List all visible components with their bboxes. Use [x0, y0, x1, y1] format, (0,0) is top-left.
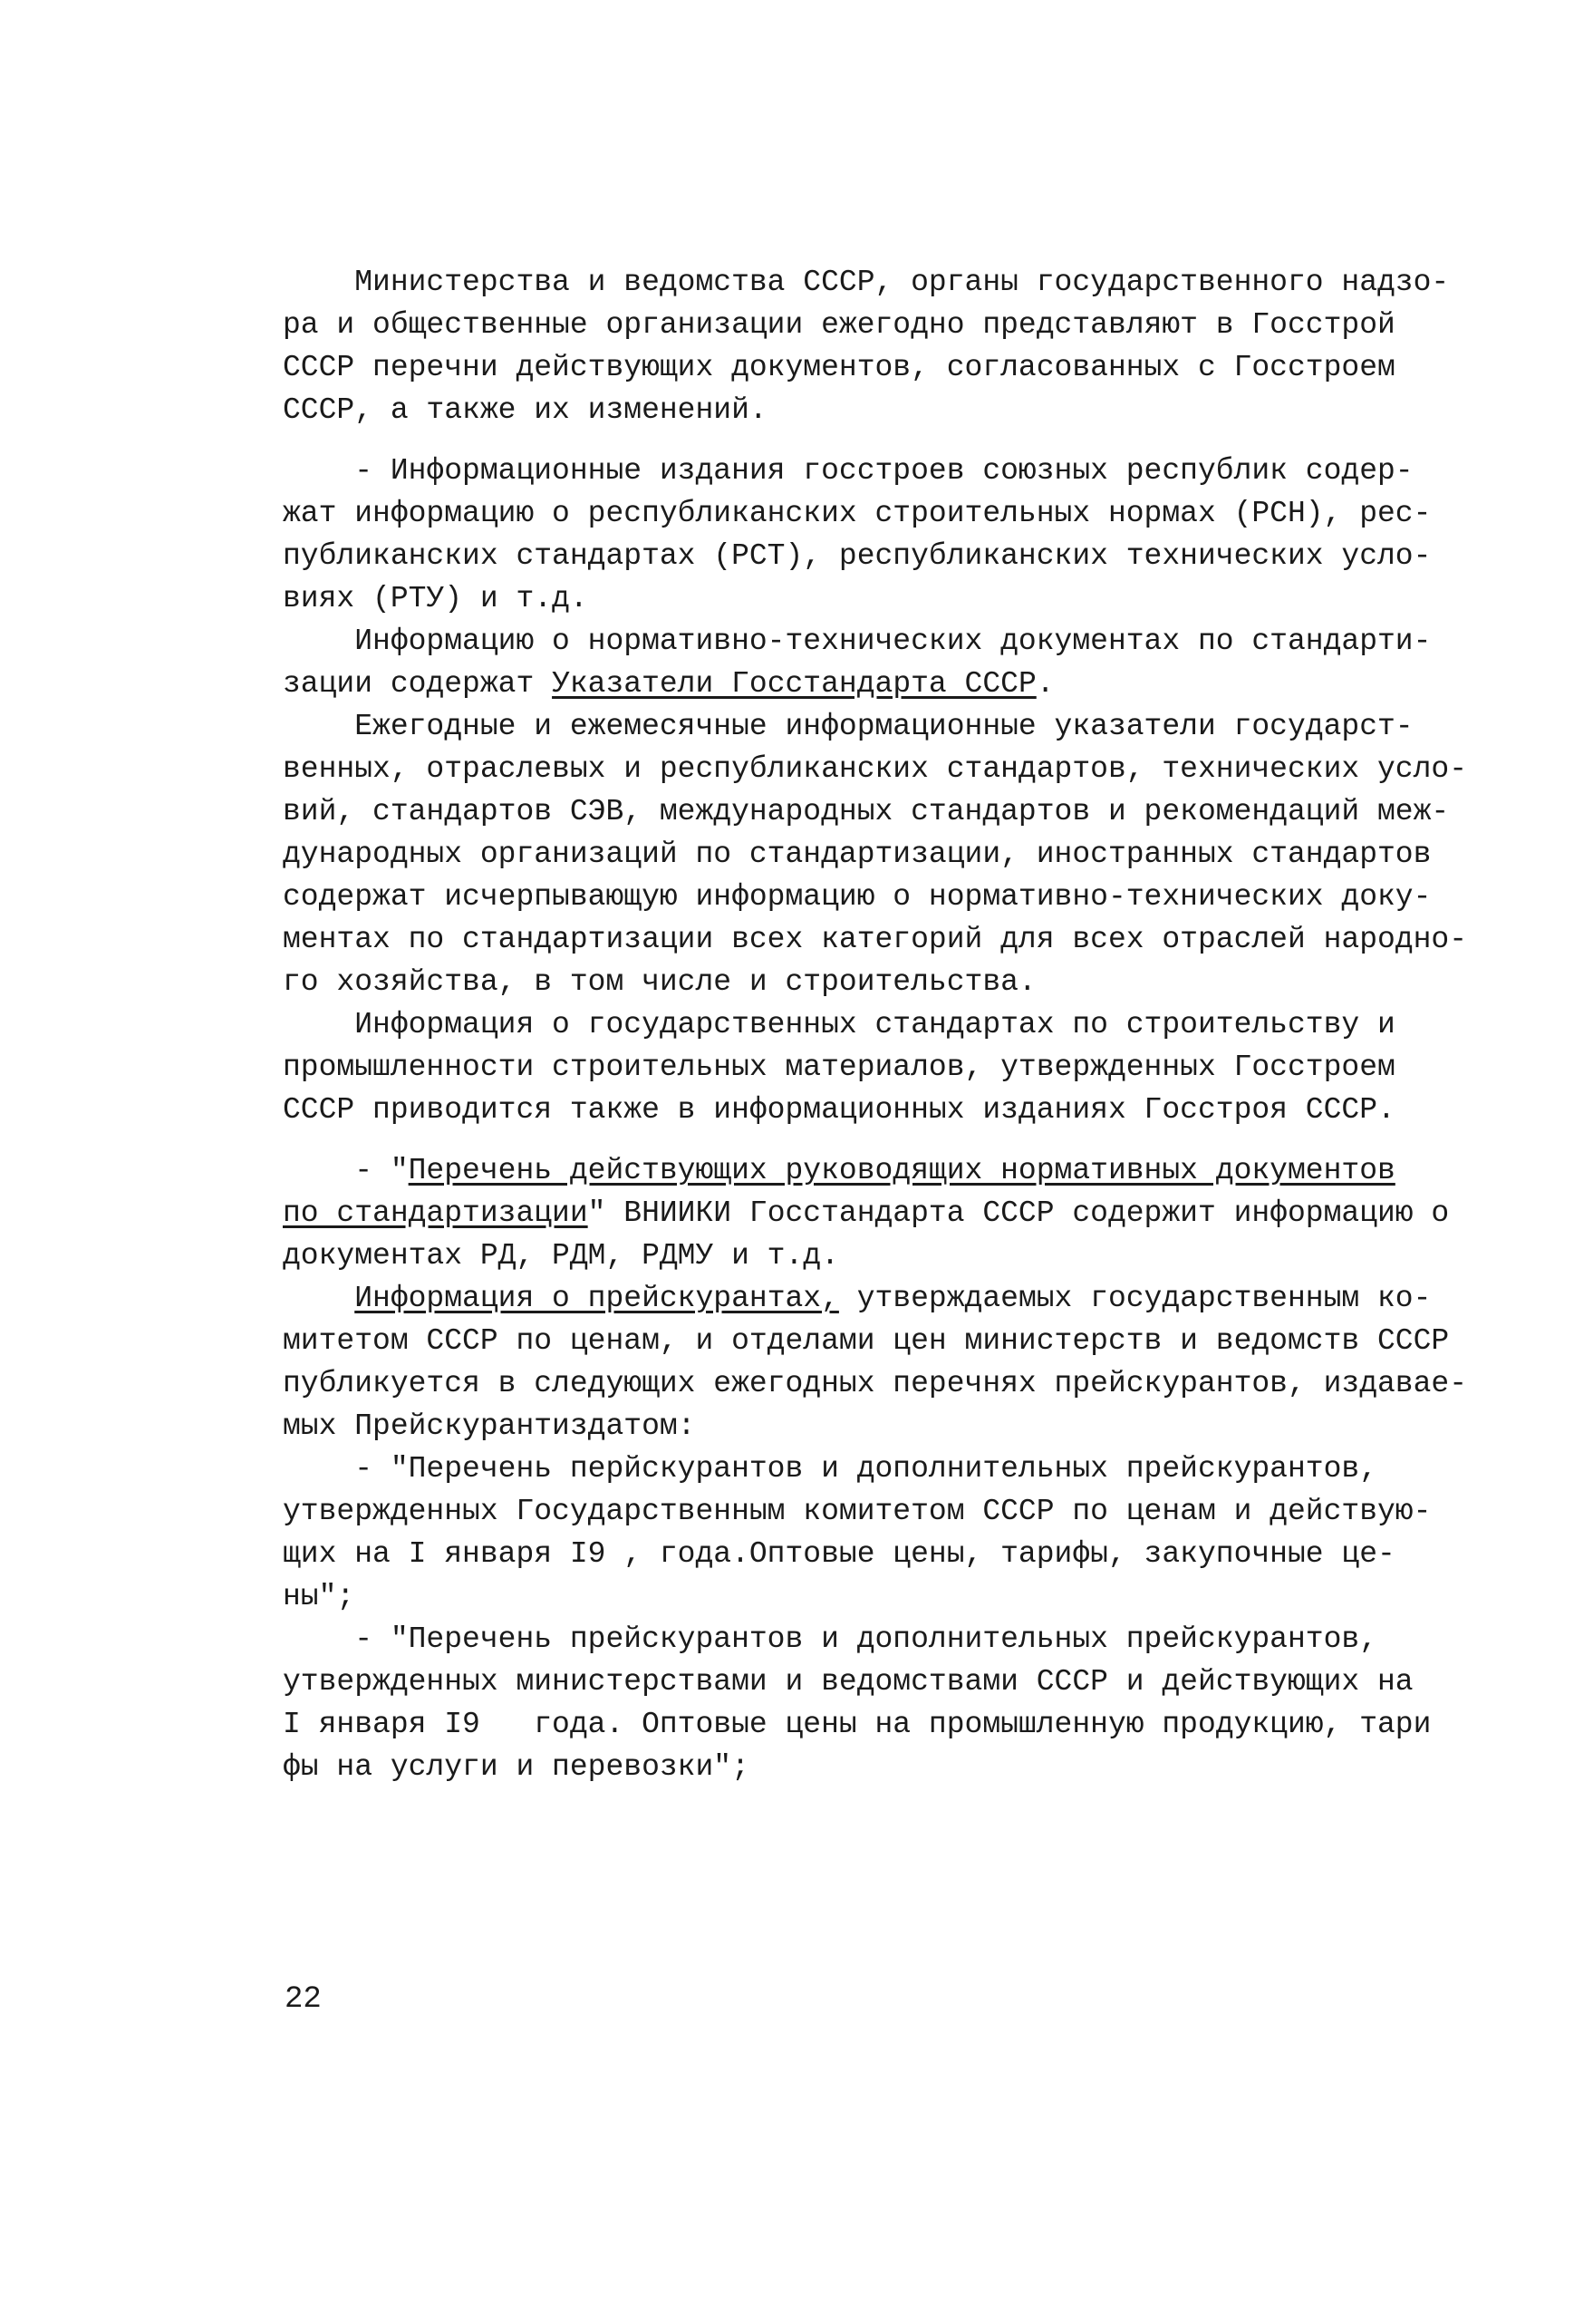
text-segment: .: [1036, 667, 1055, 701]
text-line: СССР, а также их изменений.: [283, 393, 768, 427]
document-body: [283, 261, 1468, 1788]
text-line: венных, отраслевых и республиканских стандартов, технических усло-: [283, 752, 1468, 786]
text-line: - "Перечень прейскурантов и дополнительных прейскурантов,: [283, 1622, 1377, 1656]
text-line: содержат исчерпывающую информацию о нормативно-технических доку-: [283, 880, 1432, 914]
text-line: щих на I января I9 , года.Оптовые цены, тарифы, закупочные це-: [283, 1537, 1395, 1571]
text-line: промышленности строительных материалов, утвержденных Госстроем: [283, 1051, 1395, 1084]
text-line: Министерства и ведомства СССР, органы государственного надзо-: [283, 266, 1450, 299]
text-line: утвержденных Государственным комитетом СССР по ценам и действую-: [283, 1495, 1432, 1528]
text-line: жат информацию о республиканских строительных нормах (РСН), рес-: [283, 497, 1432, 530]
text-line: [283, 1149, 1415, 1192]
text-line: I января I9 года. Оптовые цены на промышленную продукцию, тари: [283, 1708, 1432, 1741]
underlined-heading: Информация о прейскурантах,: [354, 1282, 839, 1315]
page-number: 22: [285, 1982, 322, 2017]
text-line: Ежегодные и ежемесячные информационные указатели государст-: [283, 710, 1414, 743]
text-line: дународных организаций по стандартизации, иностранных стандартов: [283, 838, 1432, 871]
text-line: [283, 1277, 1432, 1320]
text-line: ра и общественные организации ежегодно представляют в Госстрой: [283, 308, 1395, 342]
text-line: вий, стандартов СЭВ, международных стандартов и рекомендаций меж-: [283, 795, 1450, 828]
text-line: СССР приводится также в информационных изданиях Госстроя СССР.: [283, 1093, 1395, 1127]
text-segment: [283, 1282, 354, 1315]
text-line: фы на услуги и перевозки";: [283, 1750, 749, 1784]
text-line: Информация о государственных стандартах по строительству и: [283, 1008, 1395, 1041]
text-segment: зации содержат: [283, 667, 553, 701]
text-line: ны";: [283, 1580, 355, 1613]
text-line: [283, 663, 1415, 705]
text-line: ментах по стандартизации всех категорий для всех отраслей народно-: [283, 923, 1468, 956]
text-line: СССР перечни действующих документов, согласованных с Госстроем: [283, 351, 1395, 384]
text-line: мых Прейскурантиздатом:: [283, 1409, 696, 1443]
underlined-reference: по стандартизации: [283, 1196, 588, 1230]
paragraph-gap: [283, 431, 1415, 450]
text-line: го хозяйства, в том числе и строительства.: [283, 965, 1037, 999]
text-line: документах РД, РДМ, РДМУ и т.д.: [283, 1239, 839, 1273]
underlined-reference: Перечень действующих руководящих нормативных документов: [408, 1154, 1395, 1187]
text-line: митетом СССР по ценам, и отделами цен министерств и ведомств СССР: [283, 1324, 1450, 1358]
text-line: публикуется в следующих ежегодных перечнях прейскурантов, издавае-: [283, 1367, 1468, 1400]
text-line: - Информационные издания госстроев союзных республик содер-: [283, 454, 1414, 488]
text-line: Информацию о нормативно-технических документах по стандарти-: [283, 625, 1432, 658]
text-line: виях (РТУ) и т.д.: [283, 582, 588, 615]
text-segment: утверждаемых государственным ко-: [838, 1282, 1432, 1315]
text-segment: " ВНИИКИ Госстандарта СССР содержит информацию о: [587, 1196, 1450, 1230]
text-line: утвержденных министерствами и ведомствами СССР и действующих на: [283, 1665, 1414, 1699]
text-line: публиканских стандартах (РСТ), республиканских технических усло-: [283, 539, 1432, 573]
text-line: [283, 1192, 1450, 1235]
text-segment: - ": [283, 1154, 409, 1187]
underlined-reference: Указатели Госстандарта СССР: [552, 667, 1037, 701]
text-line: - "Перечень перйскурантов и дополнительных прейскурантов,: [283, 1452, 1377, 1486]
paragraph-gap: [283, 1131, 1415, 1149]
